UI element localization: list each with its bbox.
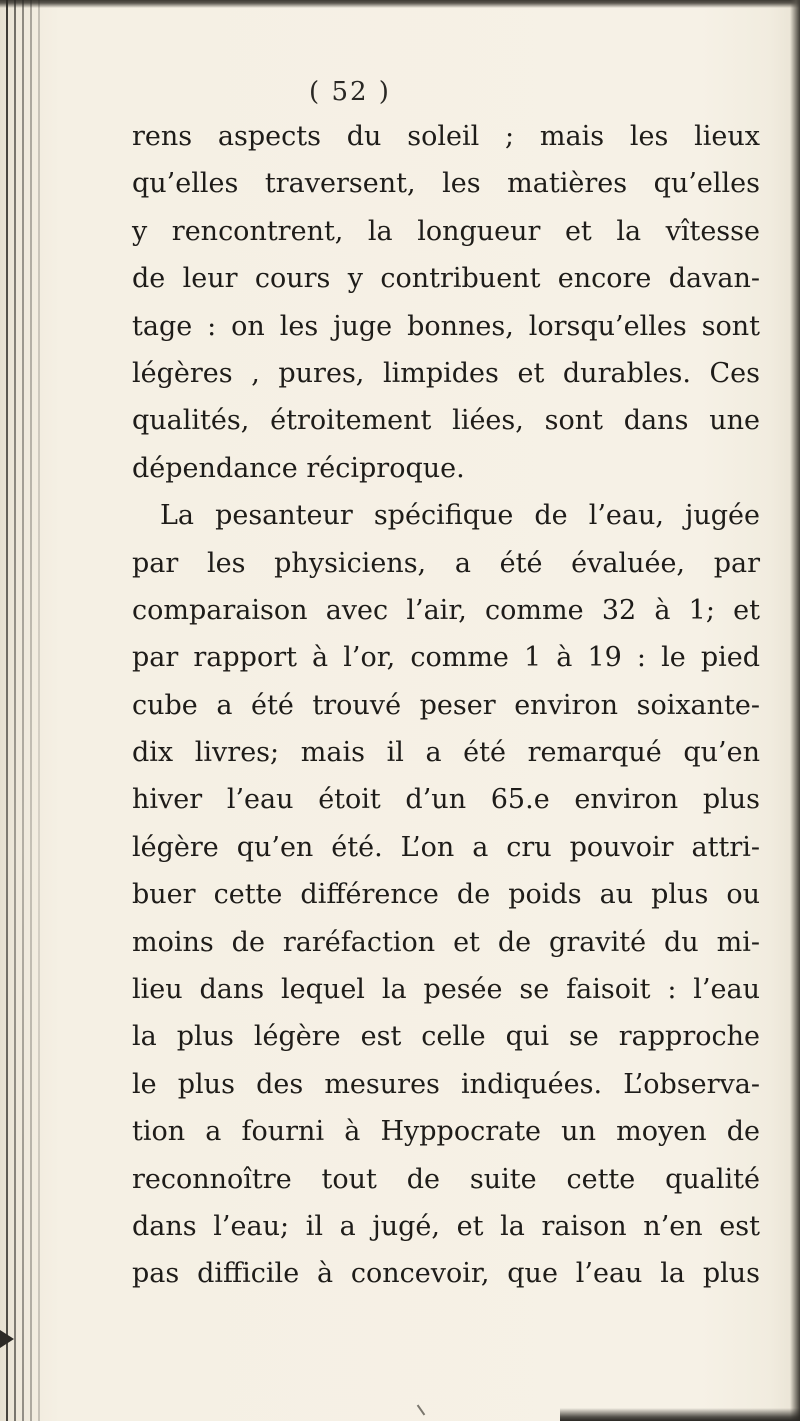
text-line: qu’elles traversent, les matières qu’elles xyxy=(132,168,760,200)
text-line: légères , pures, limpides et durables. Ces xyxy=(132,357,760,389)
text-line: légère qu’en été. L’on a cru pouvoir attri- xyxy=(132,831,760,863)
text-line: par rapport à l’or, comme 1 à 19 : le pied xyxy=(132,642,760,674)
text-line: la plus légère est celle qui se rapproche xyxy=(132,1021,760,1053)
page-number: ( 52 ) xyxy=(309,77,391,107)
text-line: tage : on les juge bonnes, lorsqu’elles sont xyxy=(132,310,760,342)
spine-arrow-mark xyxy=(0,1330,14,1348)
text-line-paragraph-start: La pesanteur spécifique de l’eau, jugée xyxy=(160,500,760,532)
gutter-line xyxy=(30,0,32,1421)
text-line: pas difficile à concevoir, que l’eau la plus xyxy=(132,1258,760,1290)
bottom-mark xyxy=(417,1405,426,1416)
gutter-line xyxy=(38,0,40,1421)
text-line: comparaison avec l’air, comme 32 à 1; et xyxy=(132,594,760,626)
text-line: de leur cours y contribuent encore davan- xyxy=(132,263,760,295)
text-line: y rencontrent, la longueur et la vîtesse xyxy=(132,215,760,247)
gutter-line xyxy=(6,0,8,1421)
text-line: reconnoître tout de suite cette qualité xyxy=(132,1163,760,1195)
page-bottom-edge xyxy=(560,1408,800,1421)
text-line: cube a été trouvé peser environ soixante- xyxy=(132,689,760,721)
text-line: dix livres; mais il a été remarqué qu’en xyxy=(132,737,760,769)
page-right-edge xyxy=(790,0,800,1421)
text-line: hiver l’eau étoit d’un 65.e environ plus xyxy=(132,784,760,816)
text-line: par les physiciens, a été évaluée, par xyxy=(132,547,760,579)
text-line: moins de raréfaction et de gravité du mi- xyxy=(132,926,760,958)
binding-gutter xyxy=(0,0,44,1421)
gutter-line xyxy=(22,0,24,1421)
text-line: lieu dans lequel la pesée se faisoit : l’eau xyxy=(132,974,760,1006)
text-line: rens aspects du soleil ; mais les lieux xyxy=(132,121,760,152)
text-line: qualités, étroitement liées, sont dans une xyxy=(132,405,760,437)
text-line-paragraph-end: dépendance réciproque. xyxy=(132,452,465,484)
text-line: tion a fourni à Hyppocrate un moyen de xyxy=(132,1116,760,1148)
text-line: buer cette différence de poids au plus ou xyxy=(132,879,760,911)
page-top-edge xyxy=(0,0,800,8)
body-text xyxy=(132,113,760,1298)
text-line: dans l’eau; il a jugé, et la raison n’en est xyxy=(132,1210,760,1242)
text-line: le plus des mesures indiquées. L’observa- xyxy=(132,1068,760,1100)
gutter-line xyxy=(14,0,16,1421)
